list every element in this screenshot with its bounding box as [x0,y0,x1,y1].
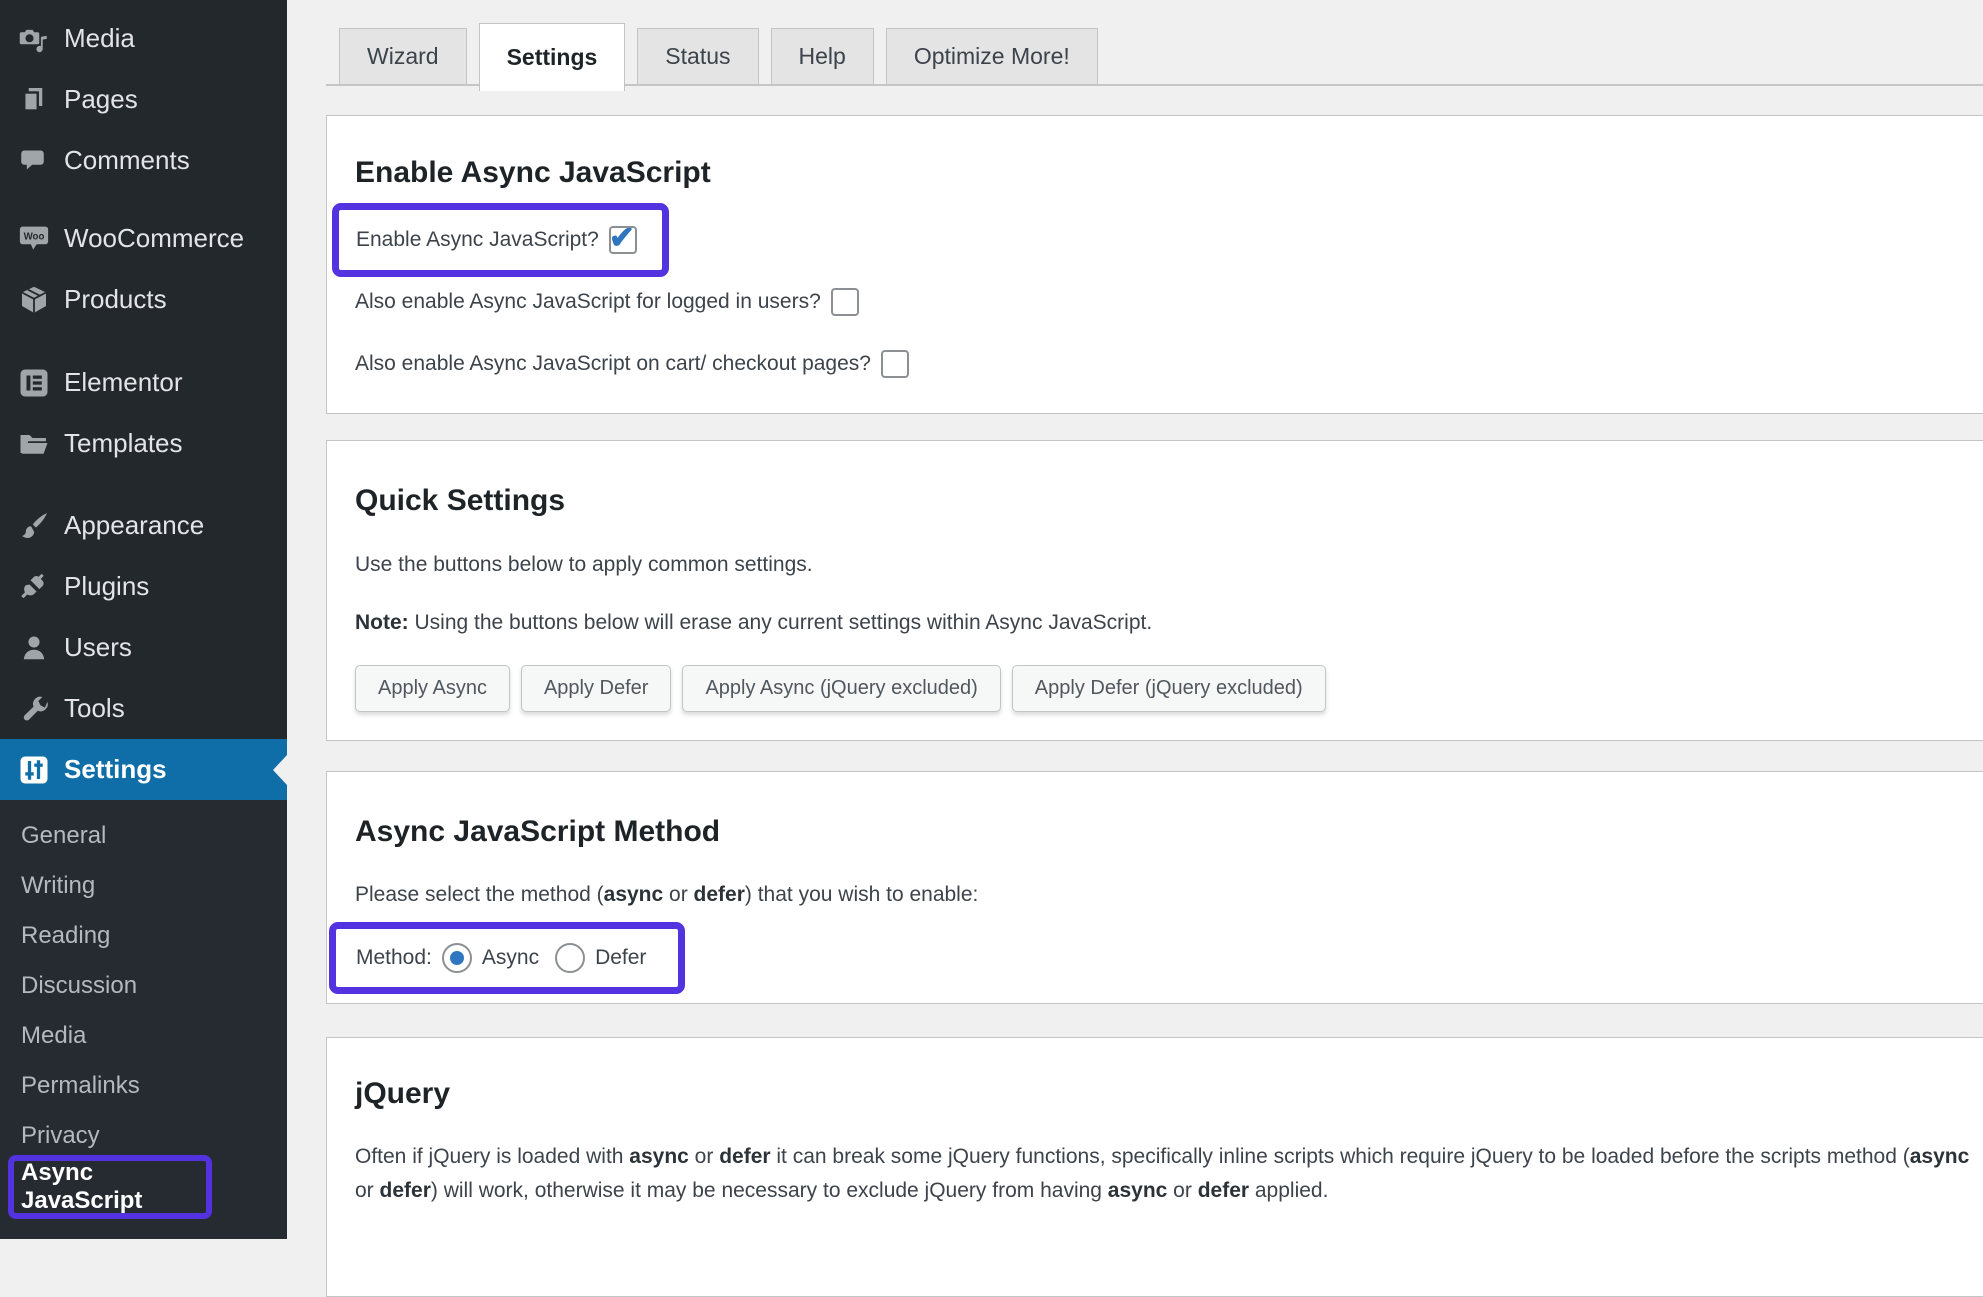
method-section [326,771,1983,1004]
sidebar-item-label: Products [64,284,167,314]
method-defer-label: Defer [595,946,647,969]
section-title: jQuery [355,1077,451,1110]
woocommerce-icon [18,223,50,255]
sidebar-item-label: Settings [64,754,167,784]
quick-settings-intro: Use the buttons below to apply common settings. [355,553,813,576]
media-icon [18,23,50,55]
quick-settings-section [326,440,1983,741]
sidebar-item-elementor[interactable] [0,352,287,413]
cart-checkout-label: Also enable Async JavaScript on cart/ checkout pages? [355,352,871,375]
sidebar-item-label: Tools [64,693,125,723]
tab-help[interactable]: Help [771,28,874,85]
submenu-item-media[interactable]: Media [21,1022,87,1049]
sidebar-item-label: Appearance [64,510,205,540]
tab-status[interactable]: Status [637,28,758,85]
sidebar-item-pages[interactable] [0,69,287,130]
sidebar-item-templates[interactable] [0,413,287,474]
enable-async-label: Enable Async JavaScript? [356,228,599,251]
tab-optimize-more[interactable]: Optimize More! [886,28,1098,85]
products-icon [18,284,50,316]
cart-checkout-checkbox[interactable] [881,350,909,378]
sidebar-item-label: Comments [64,145,190,175]
method-async-radio[interactable] [442,943,472,973]
method-async-label: Async [481,946,540,969]
pages-icon [18,84,50,116]
section-title: Enable Async JavaScript [355,156,711,189]
apply-async-jquery-excluded-button[interactable]: Apply Async (jQuery excluded) [682,665,1000,712]
settings-sliders-icon [18,754,50,786]
settings-submenu [0,800,287,1239]
submenu-item-writing[interactable]: Writing [21,872,96,899]
users-icon [18,632,50,664]
logged-in-users-label: Also enable Async JavaScript for logged in users? [355,290,821,313]
section-title: Async JavaScript Method [355,815,721,848]
active-menu-arrow [273,755,287,785]
sidebar-item-users[interactable] [0,617,287,678]
sidebar-item-label: Templates [64,428,183,458]
method-intro: Please select the method (async or defer) that you wish to enable: [355,883,979,906]
logged-in-users-checkbox[interactable] [831,288,859,316]
sidebar-item-plugins[interactable] [0,556,287,617]
apply-async-button[interactable]: Apply Async [355,665,510,712]
sidebar-item-label: Elementor [64,367,183,397]
submenu-item-privacy[interactable]: Privacy [21,1122,100,1149]
sidebar-item-woocommerce[interactable] [0,208,287,269]
sidebar-item-comments[interactable] [0,130,287,191]
tab-wizard[interactable]: Wizard [339,28,467,85]
submenu-item-general[interactable]: General [21,822,107,849]
sidebar-item-settings[interactable] [0,739,287,800]
tab-settings[interactable]: Settings [479,23,626,91]
apply-defer-button[interactable]: Apply Defer [521,665,672,712]
section-title: Quick Settings [355,484,566,517]
quick-settings-note: Note: Using the buttons below will erase any current settings within Async JavaScript. [355,611,1153,634]
submenu-item-discussion[interactable]: Discussion [21,972,138,999]
quick-settings-buttons [355,665,1326,712]
sidebar-item-appearance[interactable] [0,495,287,556]
svg-text:Woo: Woo [23,230,45,242]
sidebar-item-tools[interactable] [0,678,287,739]
comments-icon [18,145,50,177]
sidebar-item-products[interactable] [0,269,287,330]
enable-async-checkbox[interactable] [609,226,637,254]
templates-folder-icon [18,428,50,460]
method-defer-radio[interactable] [555,943,585,973]
sidebar-item-label: Users [64,632,132,662]
sidebar-item-label: Plugins [64,571,150,601]
elementor-icon [18,367,50,399]
submenu-item-async-javascript[interactable]: Async JavaScript [8,1155,212,1219]
apply-defer-jquery-excluded-button[interactable]: Apply Defer (jQuery excluded) [1012,665,1326,712]
enable-async-section [326,115,1983,414]
plugin-tab-bar [339,23,1098,91]
method-label: Method: [356,946,432,969]
admin-main-menu [0,0,287,1239]
sidebar-item-media[interactable] [0,8,287,69]
plugins-icon [18,571,50,603]
highlight-box-enable [332,203,669,277]
submenu-item-reading[interactable]: Reading [21,922,111,949]
tools-wrench-icon [18,693,50,725]
jquery-section [326,1037,1983,1297]
highlight-box-method [329,922,685,994]
jquery-description: Often if jQuery is loaded with async or defer it can break some jQuery functions, specifically inline scripts which require jQuery to be loaded before the scripts method (async or defer) will work, otherwise it may be necessary to exclude jQuery from having async or defer applied. [355,1145,1970,1202]
cart-checkout-row [355,349,909,379]
sidebar-item-label: Pages [64,84,138,114]
sidebar-item-label: Media [64,23,135,53]
sidebar-item-label: WooCommerce [64,223,245,253]
submenu-item-permalinks[interactable]: Permalinks [21,1072,140,1099]
logged-in-users-row [355,287,859,317]
appearance-brush-icon [18,510,50,542]
admin-sidebar [0,0,287,1226]
